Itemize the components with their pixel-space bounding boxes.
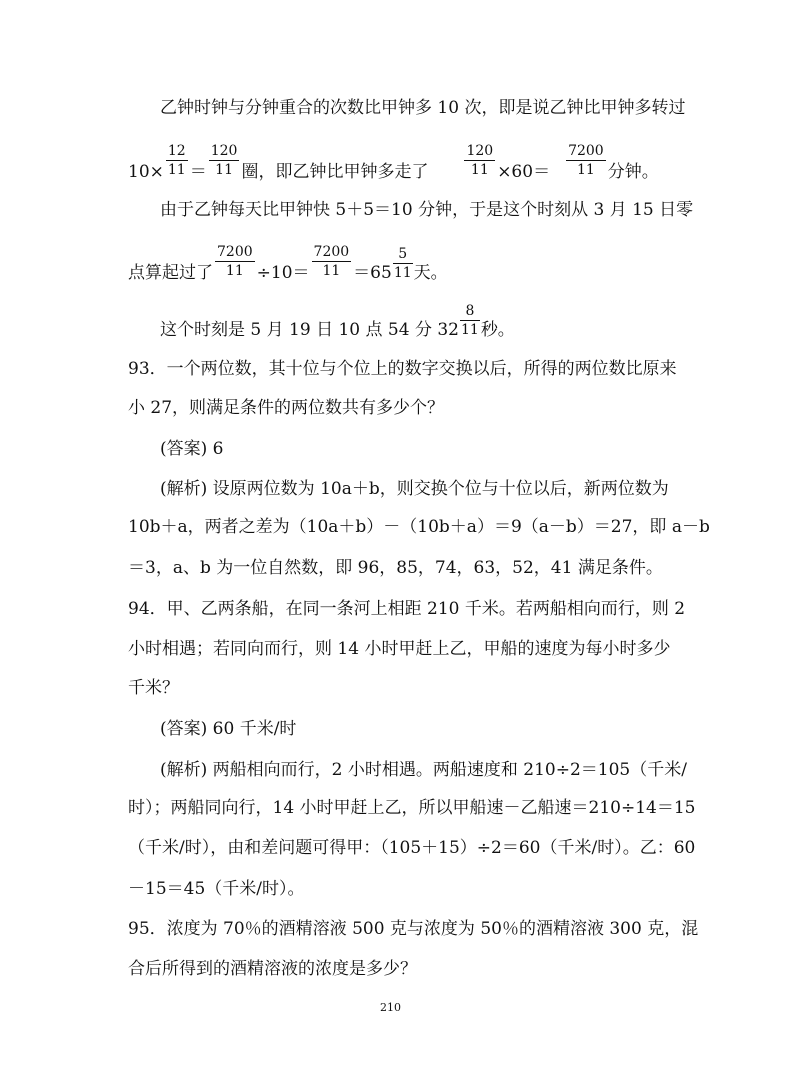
fraction-denominator: 11	[576, 162, 595, 178]
question-95-cont: 合后所得到的酒精溶液的浓度是多少？	[128, 959, 417, 979]
answer-94: (答案) 60 千米/时	[160, 719, 297, 739]
fraction-denominator: 11	[167, 162, 186, 178]
solution-93-cont: 10b＋a，两者之差为（10a＋b）－（10b＋a）＝9（a－b）＝27，即 a－b	[128, 517, 710, 537]
text-segment: 圈，即乙钟比甲钟多走了	[241, 162, 429, 182]
text-segment: ÷10＝	[256, 263, 310, 283]
fraction-numerator: 7200	[217, 244, 253, 260]
question-94: 94．甲、乙两条船，在同一条河上相距 210 千米。若两船相向而行，则 2	[128, 599, 686, 619]
fraction-denominator: 11	[225, 263, 244, 279]
question-95: 95．浓度为 70％的酒精溶液 500 克与浓度为 50％的酒精溶液 300 克，混	[128, 919, 699, 939]
text-segment: 秒。	[480, 320, 515, 340]
fraction	[166, 142, 188, 179]
fraction	[464, 142, 495, 179]
text-line-fractions	[160, 303, 515, 349]
fraction-denominator: 11	[470, 162, 489, 178]
fraction	[312, 243, 352, 280]
fraction-denominator: 11	[322, 263, 341, 279]
solution-94-cont: （千米/时），由和差问题可得甲：（105＋15）÷2＝60（千米/时）。乙：60	[128, 838, 696, 858]
answer-93: (答案) 6	[160, 439, 224, 459]
text-line-fractions	[128, 143, 659, 191]
fraction	[460, 302, 480, 339]
text-segment: ×60＝	[497, 162, 551, 182]
fraction	[566, 142, 606, 179]
question-94-cont: 千米？	[128, 678, 179, 698]
text-line-fractions	[128, 244, 448, 292]
fraction-numerator: 120	[466, 143, 494, 159]
text-line: 由于乙钟每天比甲钟快 5＋5＝10 分钟，于是这个时刻从 3 月 15 日零	[160, 200, 694, 220]
text-segment: 天。	[413, 263, 448, 283]
question-93-cont: 小 27，则满足条件的两位数共有多少个？	[128, 398, 445, 418]
page-number: 210	[380, 1001, 401, 1014]
fraction	[215, 243, 255, 280]
text-line: 乙钟时钟与分钟重合的次数比甲钟多 10 次，即是说乙钟比甲钟多转过	[160, 98, 686, 118]
fraction-denominator: 11	[393, 265, 412, 281]
solution-94-cont: 时）；两船同向行，14 小时甲赶上乙，所以甲船速－乙船速＝210÷14＝15	[128, 798, 696, 818]
fraction-denominator: 11	[460, 322, 479, 338]
fraction-numerator: 5	[393, 245, 413, 264]
solution-94-cont: －15＝45（千米/时）。	[128, 879, 305, 899]
fraction	[393, 245, 413, 282]
fraction-denominator: 11	[215, 162, 233, 178]
text-segment: 这个时刻是 5 月 19 日 10 点 54 分 32	[160, 320, 459, 340]
solution-94: (解析) 两船相向而行，2 小时相遇。两船速度和 210÷2＝105（千米/	[160, 760, 687, 780]
text-segment: 点算起过了	[128, 263, 213, 283]
question-94-cont: 小时相遇；若同向而行，则 14 小时甲赶上乙，甲船的速度为每小时多少	[128, 639, 671, 659]
text-segment: ＝	[189, 162, 207, 182]
text-segment: 10×	[128, 162, 164, 182]
text-segment: ＝65	[353, 263, 392, 283]
solution-93: (解析) 设原两位数为 10a＋b，则交换个位与十位以后，新两位数为	[160, 479, 669, 499]
solution-93-cont: ＝3，a、b 为一位自然数，即 96，85，74，63，52，41 满足条件。	[128, 558, 663, 578]
fraction-numerator: 120	[210, 143, 238, 159]
fraction-numerator: 8	[460, 302, 480, 321]
fraction-numerator: 7200	[313, 244, 350, 260]
fraction	[209, 142, 240, 179]
fraction-numerator: 7200	[568, 143, 604, 159]
fraction-numerator: 12	[167, 143, 186, 159]
text-segment: 分钟。	[607, 162, 659, 182]
question-93: 93．一个两位数，其十位与个位上的数字交换以后，所得的两位数比原来	[128, 359, 677, 379]
